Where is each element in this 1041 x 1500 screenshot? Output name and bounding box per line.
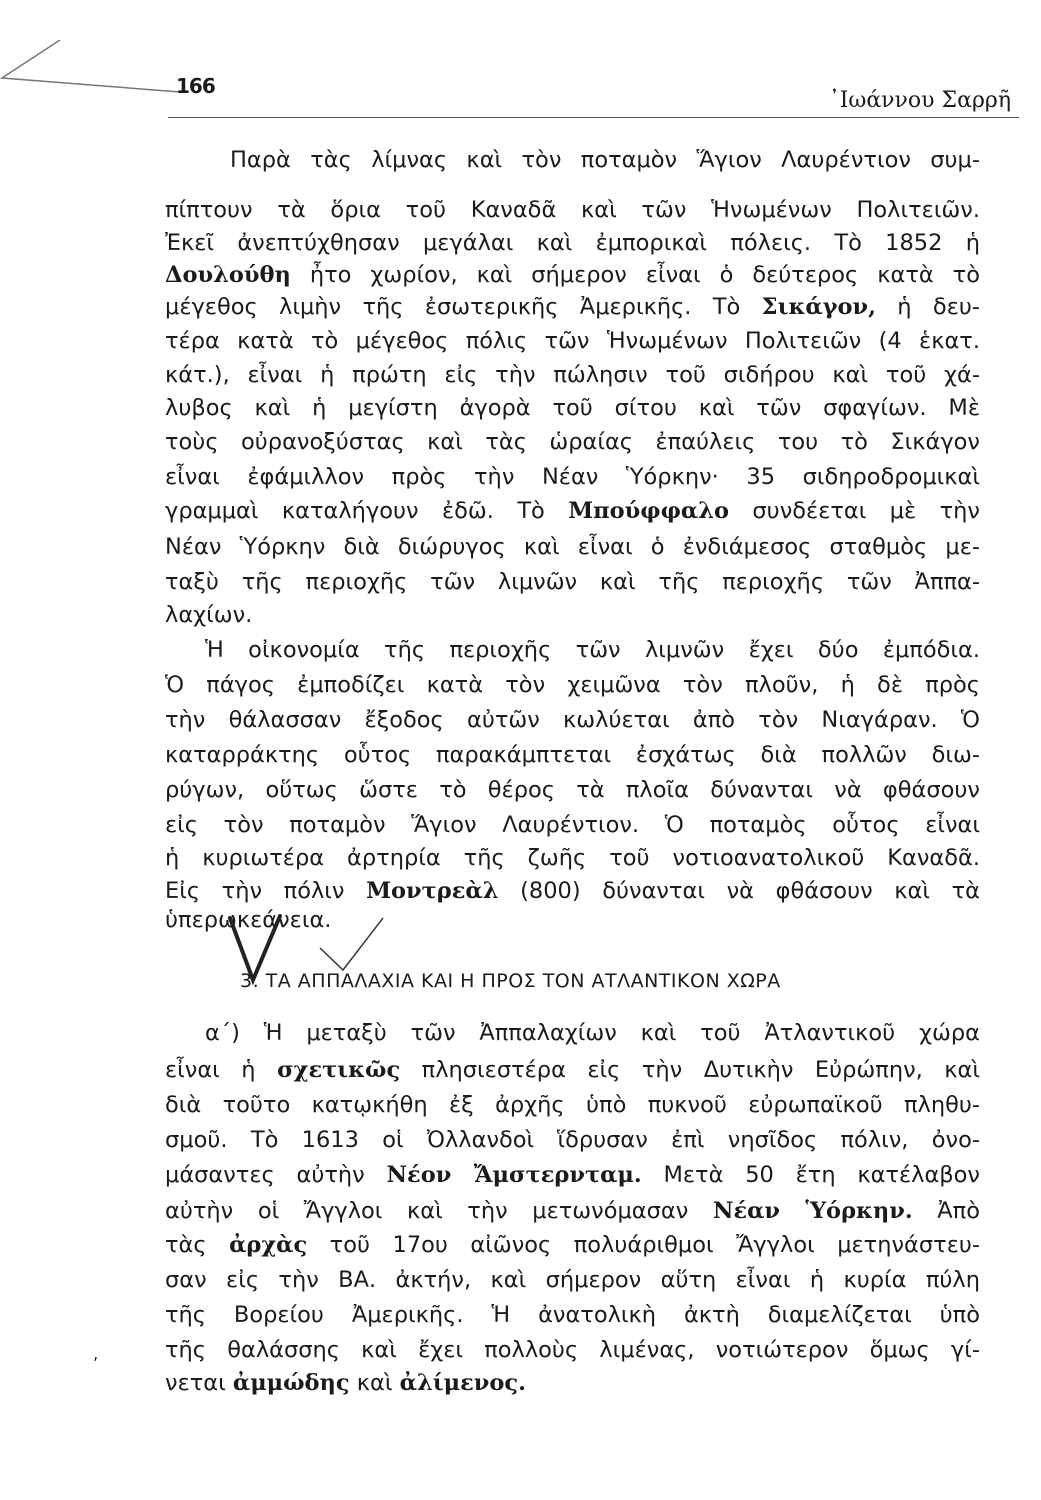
text-line: ἡ κυριωτέρα ἀρτηρία τῆς ζωῆς τοῦ νοτιοανατολικοῦ Καναδᾶ. xyxy=(165,845,980,871)
text-line: εἶναι ἡ σχετικῶς πλησιεστέρα εἰς τὴν Δυτικὴν Εὐρώπην, καὶ xyxy=(165,1057,981,1083)
text-line: κάτ.), εἶναι ἡ πρώτη εἰς τὴν πώλησιν τοῦ σιδήρου καὶ τοῦ χά- xyxy=(165,362,980,388)
text-line: αὐτὴν οἱ Ἄγγλοι καὶ τὴν μετωνόμασαν Νέαν Ὑόρκην. Ἀπὸ xyxy=(165,1198,980,1224)
text-line: πίπτουν τὰ ὅρια τοῦ Καναδᾶ καὶ τῶν Ἡνωμένων Πολιτειῶν. xyxy=(165,197,980,223)
text-line: γραμμαὶ καταλήγουν ἐδῶ. Τὸ Μπούφφαλο συνδέεται μὲ τὴν xyxy=(165,498,980,524)
text-line: Νέαν Ὑόρκην διὰ διώρυγος καὶ εἶναι ὁ ἐνδιάμεσος σταθμὸς με- xyxy=(165,534,980,560)
text-line: διὰ τοῦτο κατῳκήθη ἐξ ἀρχῆς ὑπὸ πυκνοῦ εὐρωπαϊκοῦ πληθυ- xyxy=(165,1092,980,1118)
text-line: τῆς θαλάσσης καὶ ἔχει πολλοὺς λιμένας, νοτιώτερον ὅμως γί- xyxy=(165,1337,980,1363)
text-line: τοὺς οὐρανοξύστας καὶ τὰς ὡραίας ἐπαύλεις του τὸ Σικάγον xyxy=(165,429,980,455)
header-rule xyxy=(168,117,1019,118)
text-line: λαχίων. xyxy=(165,602,253,628)
text-line: Εἰς τὴν πόλιν Μοντρεὰλ (800) δύνανται νὰ φθάσουν καὶ τὰ xyxy=(165,878,980,904)
text-line: ταξὺ τῆς περιοχῆς τῶν λιμνῶν καὶ τῆς περιοχῆς τῶν Ἀππα- xyxy=(165,569,980,595)
text-line: Παρὰ τὰς λίμνας καὶ τὸν ποταμὸν Ἅγιον Λαυρέντιον συμ- xyxy=(230,147,980,173)
text-line: Δουλούθη ἦτο χωρίον, καὶ σήμερον εἶναι ὁ δεύτερος κατὰ τὸ xyxy=(165,262,980,288)
text-line: εἰς τὸν ποταμὸν Ἅγιον Λαυρέντιον. Ὁ ποταμὸς οὗτος εἶναι xyxy=(165,812,980,838)
text-line: α΄) Ἡ μεταξὺ τῶν Ἀππαλαχίων καὶ τοῦ Ἀτλαντικοῦ χώρα xyxy=(205,1020,980,1046)
text-line: τῆς Βορείου Ἀμερικῆς. Ἡ ἀνατολικὴ ἀκτὴ διαμελίζεται ὑπὸ xyxy=(165,1302,980,1328)
text-line: Ἡ οἰκονομία τῆς περιοχῆς τῶν λιμνῶν ἔχει δύο ἐμπόδια. xyxy=(205,637,980,663)
text-line: εἶναι ἐφάμιλλον πρὸς τὴν Νέαν Ὑόρκην· 35 σιδηροδρομικαὶ xyxy=(165,464,980,490)
text-line: σαν εἰς τὴν ΒΑ. ἀκτήν, καὶ σήμερον αὕτη εἶναι ἡ κυρία πύλη xyxy=(165,1267,980,1293)
text-line: ὑπερωκεάνεια. xyxy=(165,907,332,933)
margin-mark-icon: ‚ xyxy=(93,1344,99,1363)
text-line: σμοῦ. Τὸ 1613 οἱ Ὀλλανδοὶ ἵδρυσαν ἐπὶ νησῖδος πόλιν, ὀνο- xyxy=(165,1127,980,1153)
text-line: Ὁ πάγος ἐμποδίζει κατὰ τὸν χειμῶνα τὸν πλοῦν, ἡ δὲ πρὸς xyxy=(165,672,980,698)
text-line: καταρράκτης οὗτος παρακάμπτεται ἐσχάτως διὰ πολλῶν διω- xyxy=(165,742,980,768)
page-fold-mark xyxy=(0,40,180,120)
text-line: τὰς ἀρχὰς τοῦ 17ου αἰῶνος πολυάριθμοι Ἄγγλοι μετηνάστευ- xyxy=(165,1232,980,1258)
section-heading: 3. ΤΑ ΑΠΠΑΛΑΧΙΑ ΚΑΙ Η ΠΡΟΣ ΤΟΝ ΑΤΛΑΝΤΙΚΟΝ ΧΩΡΑ xyxy=(240,970,781,992)
text-line: λυβος καὶ ἡ μεγίστη ἀγορὰ τοῦ σίτου καὶ τῶν σφαγίων. Μὲ xyxy=(165,395,980,421)
text-line: τὴν θάλασσαν ἔξοδος αὐτῶν κωλύεται ἀπὸ τὸν Νιαγάραν. Ὁ xyxy=(165,707,980,733)
text-line: ρύγων, οὕτως ὥστε τὸ θέρος τὰ πλοῖα δύνανται νὰ φθάσουν xyxy=(165,777,980,803)
text-line: μάσαντες αὐτὴν Νέον Ἄμστερνταμ. Μετὰ 50 ἔτη κατέλαβον xyxy=(165,1162,980,1188)
running-head: ᾿Ιωάννου Σαρρῆ xyxy=(828,88,1011,113)
text-line: μέγεθος λιμὴν τῆς ἐσωτερικῆς Ἀμερικῆς. Τὸ Σικάγον, ἡ δευ- xyxy=(165,294,980,320)
text-line: τέρα κατὰ τὸ μέγεθος πόλις τῶν Ἡνωμένων Πολιτειῶν (4 ἑκατ. xyxy=(165,328,980,354)
page-number: 166 xyxy=(176,74,215,98)
text-line: Ἐκεῖ ἀνεπτύχθησαν μεγάλαι καὶ ἐμπορικαὶ πόλεις. Τὸ 1852 ἡ xyxy=(165,230,980,256)
text-line: νεται ἀμμώδης καὶ ἀλίμενος. xyxy=(165,1370,526,1396)
